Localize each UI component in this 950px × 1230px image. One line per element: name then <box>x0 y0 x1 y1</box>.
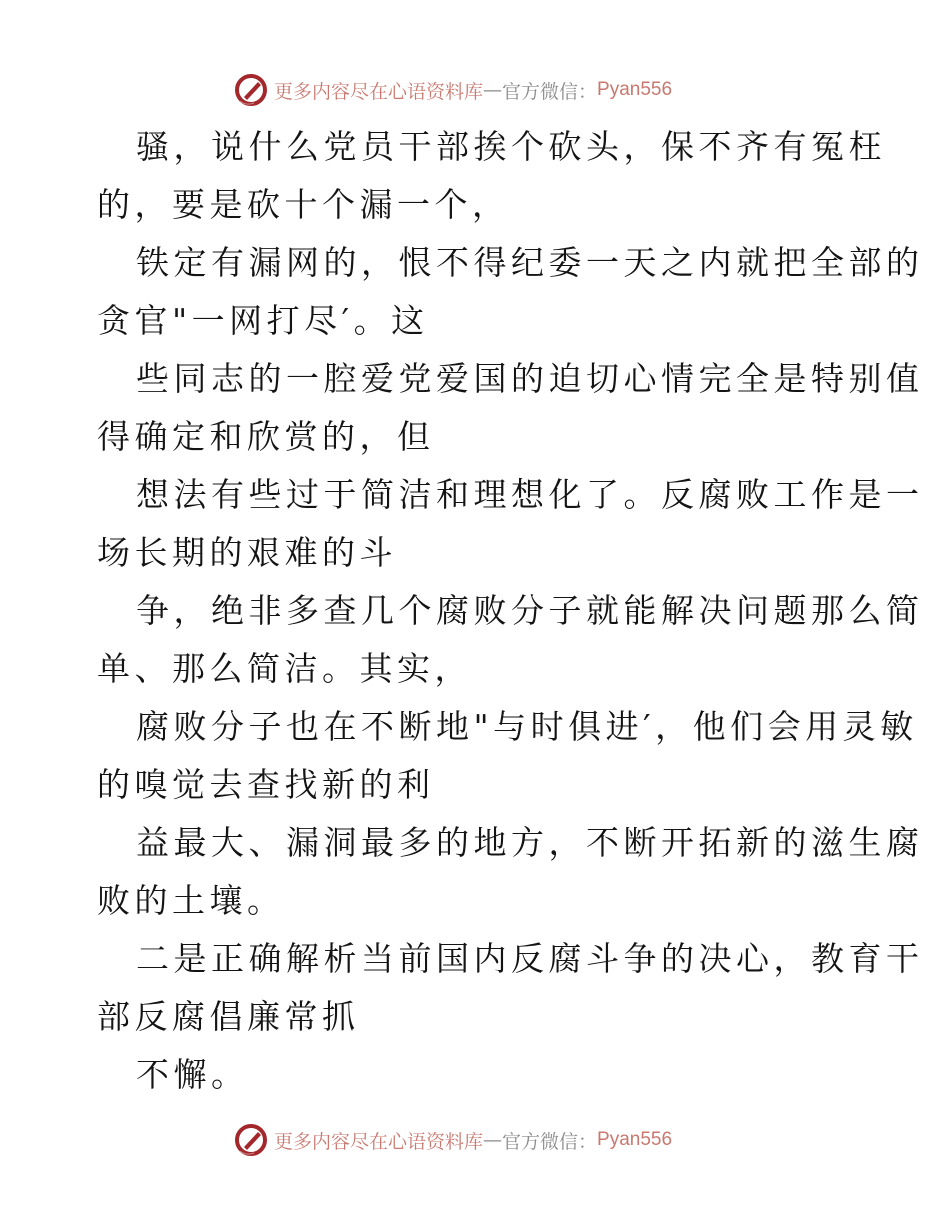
text-line: 败的土壤。 <box>97 881 285 920</box>
text-line: 不懈。 <box>136 1055 249 1094</box>
text-line: 部反腐倡廉常抓 <box>97 997 360 1036</box>
text-line: 腐败分子也在不断地"与时俱进′，他们会用灵敏 <box>136 707 918 746</box>
footer-banner <box>234 1123 672 1157</box>
text-line: 想法有些过于简洁和理想化了。反腐败工作是一 <box>136 475 924 514</box>
text-line: 二是正确解析当前国内反腐斗争的决心，教育干 <box>136 939 924 978</box>
text-line: 铁定有漏网的，恨不得纪委一天之内就把全部的 <box>136 243 924 282</box>
text-line: 骚，说什么党员干部挨个砍头，保不齐有冤枉 <box>136 127 886 166</box>
header-contact-id: Pyan556 <box>597 79 673 100</box>
footer-contact-label: 官方微信： <box>502 1130 598 1153</box>
text-line: 贪官"一网打尽′。这 <box>97 301 429 340</box>
header-brand-text: 更多内容尽在心语资料库 <box>274 80 484 103</box>
header-contact-label: 官方微信： <box>502 80 598 103</box>
text-line: 得确定和欣赏的，但 <box>97 417 435 456</box>
text-line: 的，要是砍十个漏一个， <box>97 185 510 224</box>
text-line: 场长期的艰难的斗 <box>97 533 397 572</box>
text-line: 单、那么简洁。其实， <box>97 649 472 688</box>
text-line: 益最大、漏洞最多的地方，不断开拓新的滋生腐 <box>136 823 924 862</box>
text-line: 的嗅觉去查找新的利 <box>97 765 435 804</box>
footer-separator: — <box>483 1129 503 1151</box>
text-line: 争，绝非多查几个腐败分子就能解决问题那么简 <box>136 591 924 630</box>
header-separator: — <box>483 79 503 101</box>
text-line: 些同志的一腔爱党爱国的迫切心情完全是特别值 <box>136 359 924 398</box>
footer-contact-id: Pyan556 <box>597 1129 673 1150</box>
pen-logo-icon <box>234 73 268 107</box>
footer-brand-text: 更多内容尽在心语资料库 <box>274 1130 484 1153</box>
pen-logo-icon <box>234 1123 268 1157</box>
header-banner <box>234 73 672 107</box>
